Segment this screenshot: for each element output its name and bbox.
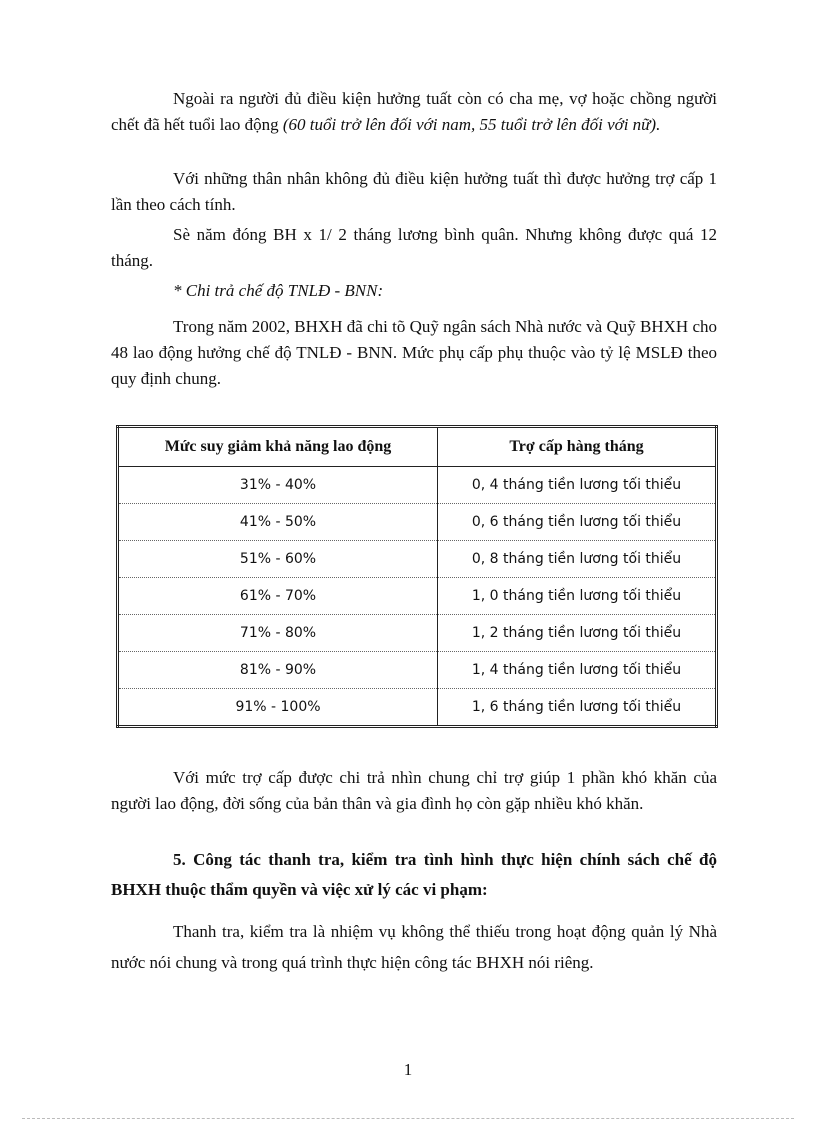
table-cell: 0, 8 tháng tiền lương tối thiểu (438, 541, 717, 578)
allowance-table (116, 425, 718, 728)
section-heading: 5. Công tác thanh tra, kiểm tra tình hình thực hiện chính sách chế độ BHXH thuộc thẩm quyền và việc xử lý các vi phạm: (111, 850, 717, 899)
section-subheading: * Chi trả chế độ TNLĐ - BNN: (173, 281, 384, 300)
page-number: 1 (403, 1060, 413, 1079)
paragraph-conclusion: Với mức trợ cấp được chi trả nhìn chung chỉ trợ giúp 1 phần khó khăn của người lao động, đời sống của bản thân và gia đình họ còn gặp nhiều khó khăn. (111, 768, 717, 813)
paragraph-one-time-allowance: Với những thân nhân không đủ điều kiện hưởng tuất thì được hưởng trợ cấp 1 lần theo cách tính. (111, 169, 717, 214)
table-cell: 41% - 50% (118, 504, 438, 541)
column-header: Trợ cấp hàng tháng (438, 427, 717, 467)
table-row (118, 615, 717, 652)
table-cell: 0, 6 tháng tiền lương tối thiểu (438, 504, 717, 541)
table-cell: 51% - 60% (118, 541, 438, 578)
table-cell: 1, 6 tháng tiền lương tối thiểu (471, 699, 682, 715)
paragraph-text: Ngoài ra người đủ điều kiện hưởng tuất còn có cha mẹ, vợ hoặc chồng người chết đã hết tuổi lao động (111, 89, 717, 134)
table-cell: 0, 4 tháng tiền lương tối thiểu (438, 467, 717, 504)
table-cell: 31% - 40% (118, 467, 438, 504)
page-bottom-divider (22, 1118, 794, 1119)
paragraph-tnld-bnn: Trong năm 2002, BHXH đã chi tõ Quỹ ngân sách Nhà nước và Quỹ BHXH cho 48 lao động hưởng chế độ TNLĐ - BNN. Mức phụ cấp phụ thuộc vào tỷ lệ MSLĐ theo quy định chung. (111, 317, 717, 388)
table-cell: 1, 2 tháng tiền lương tối thiểu (438, 615, 717, 652)
table-row (118, 689, 717, 727)
table-cell: 71% - 80% (118, 615, 438, 652)
table-cell: 91% - 100% (118, 689, 438, 727)
paragraph-beneficiaries (111, 86, 717, 138)
table-row (118, 504, 717, 541)
table-row (118, 541, 717, 578)
table-cell: 81% - 90% (118, 652, 438, 689)
table-row (118, 578, 717, 615)
age-note: (60 tuổi trở lên đối với nam, 55 tuổi trở lên đối với nữ). (282, 115, 661, 134)
table-cell: 61% - 70% (118, 578, 438, 615)
paragraph-formula: Sè năm đóng BH x 1/ 2 tháng lương bình quân. Nhưng không được quá 12 tháng. (111, 225, 717, 270)
paragraph-inspection: Thanh tra, kiểm tra là nhiệm vụ không thể thiếu trong hoạt động quản lý Nhà nước nói chung và trong quá trình thực hiện công tác BHXH nói riêng. (111, 922, 717, 972)
column-header: Mức suy giảm khả năng lao động (118, 427, 438, 467)
table-cell: 1, 0 tháng tiền lương tối thiểu (438, 578, 717, 615)
table-cell: 1, 4 tháng tiền lương tối thiểu (438, 652, 717, 689)
table-row (118, 467, 717, 504)
table-header-row (118, 427, 717, 467)
table-row (118, 652, 717, 689)
